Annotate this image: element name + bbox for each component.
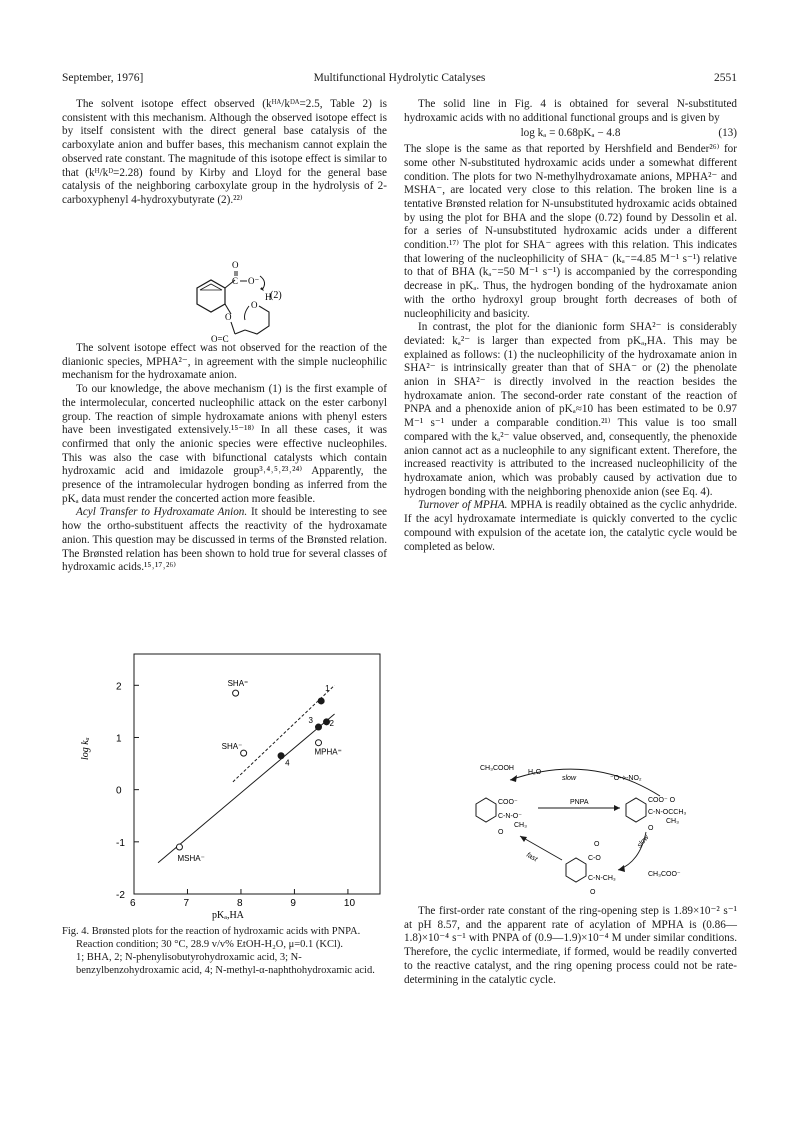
benzene-ring <box>197 280 225 312</box>
left-column-middle <box>62 342 387 575</box>
y-tick-label: 0 <box>116 785 122 797</box>
data-point <box>176 844 182 850</box>
label-sha2: SHA⁼ <box>227 679 249 689</box>
section-heading-acyl-transfer: Acyl Transfer to Hydroxamate Anion. <box>76 506 248 519</box>
chart-lines <box>158 685 334 862</box>
scheme-ch3coo: CH₃COO⁻ <box>648 871 681 878</box>
chart-points <box>176 679 341 863</box>
chart-axes <box>116 654 380 909</box>
structure-2-diagram <box>165 258 295 350</box>
atom-carbonyl-o: O=C <box>211 334 229 344</box>
scheme-pnpa: PNPA <box>570 799 589 806</box>
y-tick-label: -1 <box>116 837 125 849</box>
label-3: 3 <box>308 716 313 726</box>
x-tick-label: 7 <box>183 898 190 909</box>
scheme-ococh3: C‑N‑OCCH₃ <box>648 809 687 816</box>
right-column-bottom <box>404 905 737 987</box>
header-title: Multifunctional Hydrolytic Catalyses <box>313 72 486 84</box>
data-point <box>233 690 239 696</box>
header-date: September, 1976] <box>62 72 144 84</box>
paragraph-solid-line: The solid line in Fig. 4 is obtained for several N-substituted hydroxamic acids with no additional functional groups and is given by <box>404 98 737 124</box>
paragraph-dianionic: The solvent isotope effect was not observed for the reaction of the dianionic species, MPHA²⁻, in agreement with the simple nucleophilic mechanism for the hydroxamate anion. <box>62 342 387 382</box>
scheme-o-left: O <box>498 829 504 836</box>
scheme-o-right: O <box>648 825 654 832</box>
label-msha: MSHA⁻ <box>177 854 205 864</box>
atom-o-top: O <box>232 260 239 270</box>
scheme-cyc-co: C‑O <box>588 855 601 862</box>
paragraph-acyl-transfer-body: It should be interesting to see how the ortho-substituent affects the reactivity of the hydroxamate anion. This question may be discussed in terms of the Brønsted relation. The Brønsted relation has been shown to hold true for several classes of hydroxamic acids.¹⁵˒¹⁷˒²⁶⁾ <box>62 506 388 574</box>
label-4: 4 <box>285 758 290 768</box>
data-point <box>316 724 322 730</box>
running-header <box>62 72 737 88</box>
solid-line <box>158 714 334 863</box>
scheme-h2o: H₂O <box>528 769 542 776</box>
atom-o-ester: O <box>225 312 232 322</box>
figure-4-bronsted-plot <box>62 642 392 922</box>
paragraph-isotope-effect: The solvent isotope effect observed (kᴴᴬ/kᴰᴬ=2.5, Table 2) is consistent with this mechanism. Although the observed isotope effect is by itself consistent with the direct general base catalysis of the carboxylate anion and buffer bases, this mechanism cannot explain the observed rate constant. The magnitude of this isotope effect is similar to that (kᴴ/kᴰ=2.28) found by Kirby and Lloyd for the general base catalysis of the neighboring carboxylate group in the hydrolysis of 2-carboxyphenyl 4-hydroxybutyrate (2).²²⁾ <box>62 98 387 206</box>
plot-frame <box>134 654 380 894</box>
left-column-top <box>62 98 387 208</box>
right-column-top <box>404 98 737 554</box>
x-tick-label: 8 <box>236 898 243 909</box>
equation-13-text: log kₐ = 0.68pKₐ − 4.8 <box>520 127 621 140</box>
scheme-benzene-bottom <box>566 858 586 882</box>
caption-legend: 1; BHA, 2; N-phenylisobutyrohydroxamic acid, 3; N-benzylbenzohydroxamic acid, 4; N-methyl-α-naphthohydroxamic acid. <box>76 952 375 976</box>
scheme-benzene-left <box>476 798 496 822</box>
scheme-coo-right: COO⁻ O <box>648 797 676 804</box>
caption-title: Fig. 4. Brønsted plots for the reaction of hydroxamic acids with PNPA. <box>62 926 361 937</box>
atom-c: C <box>232 276 239 286</box>
scheme-cyc-o: O <box>594 841 600 848</box>
section-heading-turnover: Turnover of MPHA. <box>418 499 508 512</box>
paragraph-mechanism: To our knowledge, the above mechanism (1) is the first example of the intermolecular, concerted nucleophilic attack on the ester carbonyl group. The reaction of simple hydroxamate anions with phenyl esters have been investigated extensively.¹⁵⁻¹⁸⁾ In all these cases, it was confirmed that only the anionic species were effective nucleophiles. This was also the case with bifunctional catalysts which contain hydroxamic acid and imidazole group³˒⁴˒⁵˒²³˒²⁴⁾ Apparently, the presence of the intramolecular hydrogen bonding as inferred from the pKₐ data must render the concerted action more feasible. <box>62 383 387 505</box>
x-tick-label: 9 <box>290 898 296 909</box>
scheme-ch3cooh: CH₃COOH <box>480 765 514 772</box>
scheme-ch3-left: CH₃ <box>514 822 527 829</box>
atom-h: H <box>265 292 272 302</box>
scheme-slow-right: slow <box>636 834 651 850</box>
caption-condition: Reaction condition; 30 °C, 28.9 v/v% EtOH-H₂O, μ=0.1 (KCl). <box>76 939 344 950</box>
data-point <box>318 698 324 704</box>
paragraph-ring-opening: The first-order rate constant of the ring-opening step is 1.89×10⁻² s⁻¹ at pH 8.57, and the apparent rate of acylation of MPHA is (0.86—1.8)×10⁻⁴ s⁻¹ with PNPA of (0.9—1.9)×10⁻⁴ M under similar conditions. Therefore, the cyclic intermediate, if formed, would be readily converted to the reactive catalyst, and the ring opening process could not be rate-determining in the catalytic cycle. <box>404 905 737 986</box>
data-point <box>278 753 284 759</box>
scheme-ch3-right: CH₃ <box>666 818 679 825</box>
header-page-number: 2551 <box>714 72 737 84</box>
scheme-nitrophenoxide: ⁻O‑⟡‑NO₂ <box>610 775 642 782</box>
atom-o-hydroxyl: O <box>251 300 258 310</box>
data-point <box>316 740 322 746</box>
atom-o-minus: O⁻ <box>248 276 260 286</box>
scheme-fast: fast <box>525 851 539 864</box>
figure-4-caption <box>62 925 387 977</box>
label-2: 2 <box>329 718 334 728</box>
scheme-cno-left: C‑N‑O⁻ <box>498 813 522 820</box>
y-axis-label: log kₐ <box>80 737 91 760</box>
x-axis-label: pKₐ,HA <box>212 910 244 921</box>
paragraph-acyl-transfer <box>62 506 387 575</box>
paragraph-slope: The slope is the same as that reported by Hershfield and Bender²⁶⁾ for some other N-substituted hydroxamic acids under a somewhat different condition. The plots for two N-methylhydroxamate anions, MPHA²⁻ and MSHA⁻, are located very close to this relation. The broken line is a tentative Brønsted relation for N-unsubstituted hydroxamic acids obtained by using the plot for BHA and the slope (0.72) found by Dessolin et al. for a series of N-unsubstituted hydroxamic acids under a different condition.¹⁷⁾ The plot for SHA⁻ agrees with this relation. This indicates that lowering of the nucleophilicity of SHA⁻ (kₐ⁻=4.85 M⁻¹ s⁻¹) relative to that of BHA (kₐ⁻=50 M⁻¹ s⁻¹) is accompanied by the corresponding decrease in pKₐ. Thus, the hydrogen bonding of the hydroxamate anion with the ortho hydroxyl group brought forth decreases of both of nucleophilicity and basicity. <box>404 143 737 320</box>
label-1: 1 <box>325 683 330 693</box>
paragraph-turnover <box>404 499 737 554</box>
x-tick-label: 6 <box>130 898 136 909</box>
label-sha-minus: SHA⁻ <box>221 742 243 752</box>
y-tick-label: -2 <box>116 890 125 901</box>
scheme-benzene-right <box>626 798 646 822</box>
scheme-cyc-n: C‑N‑CH₃ <box>588 875 616 882</box>
y-tick-label: 1 <box>116 733 122 745</box>
scheme-cyc-o2: O <box>590 889 596 896</box>
paragraph-dianionic-deviation: In contrast, the plot for the dianionic form SHA²⁻ is considerably deviated: kₐ²⁻ is larger than expected from pKₐ,HA. This may be explained as follows: (1) the nucleophilicity of the hydroxamate anion in SHA²⁻ is intrinsically greater than that of SHA⁻ or (2) the phenolate anion in SHA²⁻ is directly involved in the reaction besides the hydroxamate anion. The second-order rate constant of the reaction of PNPA and a phenoxide anion of pKₐ≈10 has been estimated to be 0.97 M⁻¹ s⁻¹ under a comparable condition.²¹⁾ This value is too small compared with the kₐ²⁻ value observed, and, consequently, the phenoxide anion cannot act as a nucleophile to any significant extent. Therefore, the increased reactivity is attributed to the increased nucleophilicity of the hydroxamate anion, which was probably caused by activation due to hydrogen bonding with the neighboring phenoxide anion (see Eq. 4). <box>404 321 737 498</box>
catalytic-cycle-scheme <box>470 752 730 902</box>
equation-13 <box>404 127 737 141</box>
equation-13-number: (13) <box>718 127 737 140</box>
y-tick-label: 2 <box>116 681 122 693</box>
scheme-slow-top: slow <box>562 775 577 782</box>
scheme-coo-left: COO⁻ <box>498 799 518 806</box>
x-tick-label: 10 <box>343 898 356 909</box>
label-mpha: MPHA⁼ <box>314 747 342 757</box>
paragraph-turnover-body: MPHA is readily obtained as the cyclic anhydride. If the acyl hydroxamate intermediate is quickly converted to the cyclic compound with expulsion of the acetate ion, the catalytic cycle would be completed as below. <box>404 499 738 553</box>
structure-2-label: (2) <box>270 290 282 301</box>
